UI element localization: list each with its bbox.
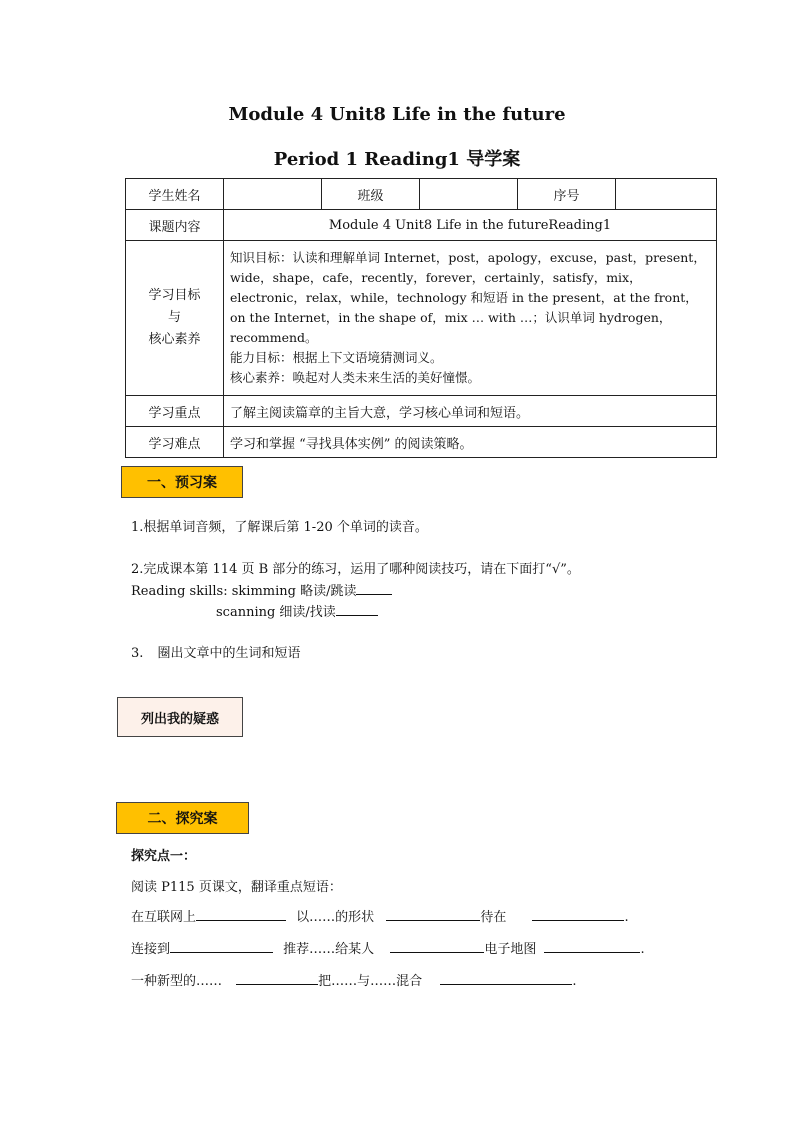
phrase-shape: 以……的形状 (296, 910, 375, 925)
difficulty-label: 学习难点 (126, 427, 224, 458)
goal-content (224, 241, 717, 396)
preview-section-tab: 一、预习案 (121, 466, 243, 498)
core-goal: 核心素养：唤起对人类未来生活的美好憧憬。 (230, 370, 481, 385)
answer-blank[interactable] (386, 906, 480, 921)
preview-item-3 (131, 642, 301, 661)
document-subtitle: Period 1 Reading1 导学案 (273, 149, 521, 170)
preview-item-2: 2.完成课本第 114 页 B 部分的练习，运用了哪种阅读技巧，请在下面打“√”。 (131, 562, 580, 577)
phrase-stay: 待在 (480, 910, 507, 925)
knowledge-goal: 知识目标：认读和理解单词 Internet，post，apology，excuse，past，present，wide，shape，cafe，recently，forever，certainly，satisfy，mix，electronic，relax，while，technology 和短语 in the present，at the front，on the Internet，in the shape of，mix … with …；认识单词 hydrogen，recommend。 (230, 250, 706, 345)
goal-label (126, 241, 224, 396)
answer-blank[interactable] (236, 970, 318, 985)
skimming-blank[interactable] (356, 580, 392, 595)
phrase-newtype: 一种新型的…… (131, 974, 223, 989)
answer-blank[interactable] (170, 938, 273, 953)
phrase-recommend: 推荐……给某人 (283, 942, 375, 957)
table-row (126, 241, 717, 396)
scanning-label: scanning 细读/找读 (216, 605, 336, 620)
answer-blank[interactable] (532, 906, 624, 921)
skimming-label: Reading skills: skimming 略读/跳读 (131, 584, 357, 599)
class-field[interactable] (420, 179, 518, 210)
topic-label: 课题内容 (126, 210, 224, 241)
document-title: Module 4 Unit8 Life in the future (228, 104, 566, 125)
goal-label-line: 核心素养 (148, 332, 201, 347)
goal-label-line: 学习目标 (148, 288, 201, 303)
answer-blank[interactable] (440, 970, 572, 985)
answer-blank[interactable] (544, 938, 640, 953)
period: . (624, 910, 629, 925)
reading-skills-line (131, 580, 392, 599)
scanning-blank[interactable] (336, 601, 378, 616)
info-table (125, 178, 717, 458)
seat-field[interactable] (616, 179, 717, 210)
period: . (572, 974, 577, 989)
item-3-number: 3. (131, 646, 144, 661)
table-row (126, 396, 717, 427)
class-label: 班级 (322, 179, 420, 210)
preview-item-1: 1.根据单词音频，了解课后第 1-20 个单词的读音。 (131, 520, 428, 535)
answer-blank[interactable] (390, 938, 484, 953)
focus-label: 学习重点 (126, 396, 224, 427)
ability-goal: 能力目标：根据上下文语境猜测词义。 (230, 350, 443, 365)
scanning-line (216, 601, 378, 620)
explore-section-tab: 二、探究案 (116, 802, 249, 834)
table-row (126, 210, 717, 241)
explore-point-title: 探究点一： (131, 849, 197, 864)
answer-blank[interactable] (196, 906, 286, 921)
phrase-internet: 在互联网上 (131, 910, 197, 925)
explore-instruction: 阅读 P115 页课文，翻译重点短语： (131, 880, 342, 895)
goal-label-line: 与 (167, 310, 181, 325)
phrase-row-2 (131, 938, 645, 957)
phrase-row-3 (131, 970, 576, 989)
phrase-connect: 连接到 (131, 942, 171, 957)
difficulty-value: 学习和掌握 “寻找具体实例” 的阅读策略。 (224, 427, 717, 458)
student-name-label: 学生姓名 (126, 179, 224, 210)
phrase-map: 电子地图 (484, 942, 537, 957)
topic-value: Module 4 Unit8 Life in the futureReading1 (224, 210, 717, 241)
focus-value: 了解主阅读篇章的主旨大意，学习核心单词和短语。 (224, 396, 717, 427)
table-row (126, 179, 717, 210)
phrase-row-1 (131, 906, 629, 925)
period: . (640, 942, 645, 957)
student-name-field[interactable] (224, 179, 322, 210)
item-3-text: 圈出文章中的生词和短语 (157, 646, 301, 661)
table-row (126, 427, 717, 458)
phrase-mix: 把……与……混合 (318, 974, 423, 989)
seat-label: 序号 (518, 179, 616, 210)
doubt-box: 列出我的疑惑 (117, 697, 243, 737)
